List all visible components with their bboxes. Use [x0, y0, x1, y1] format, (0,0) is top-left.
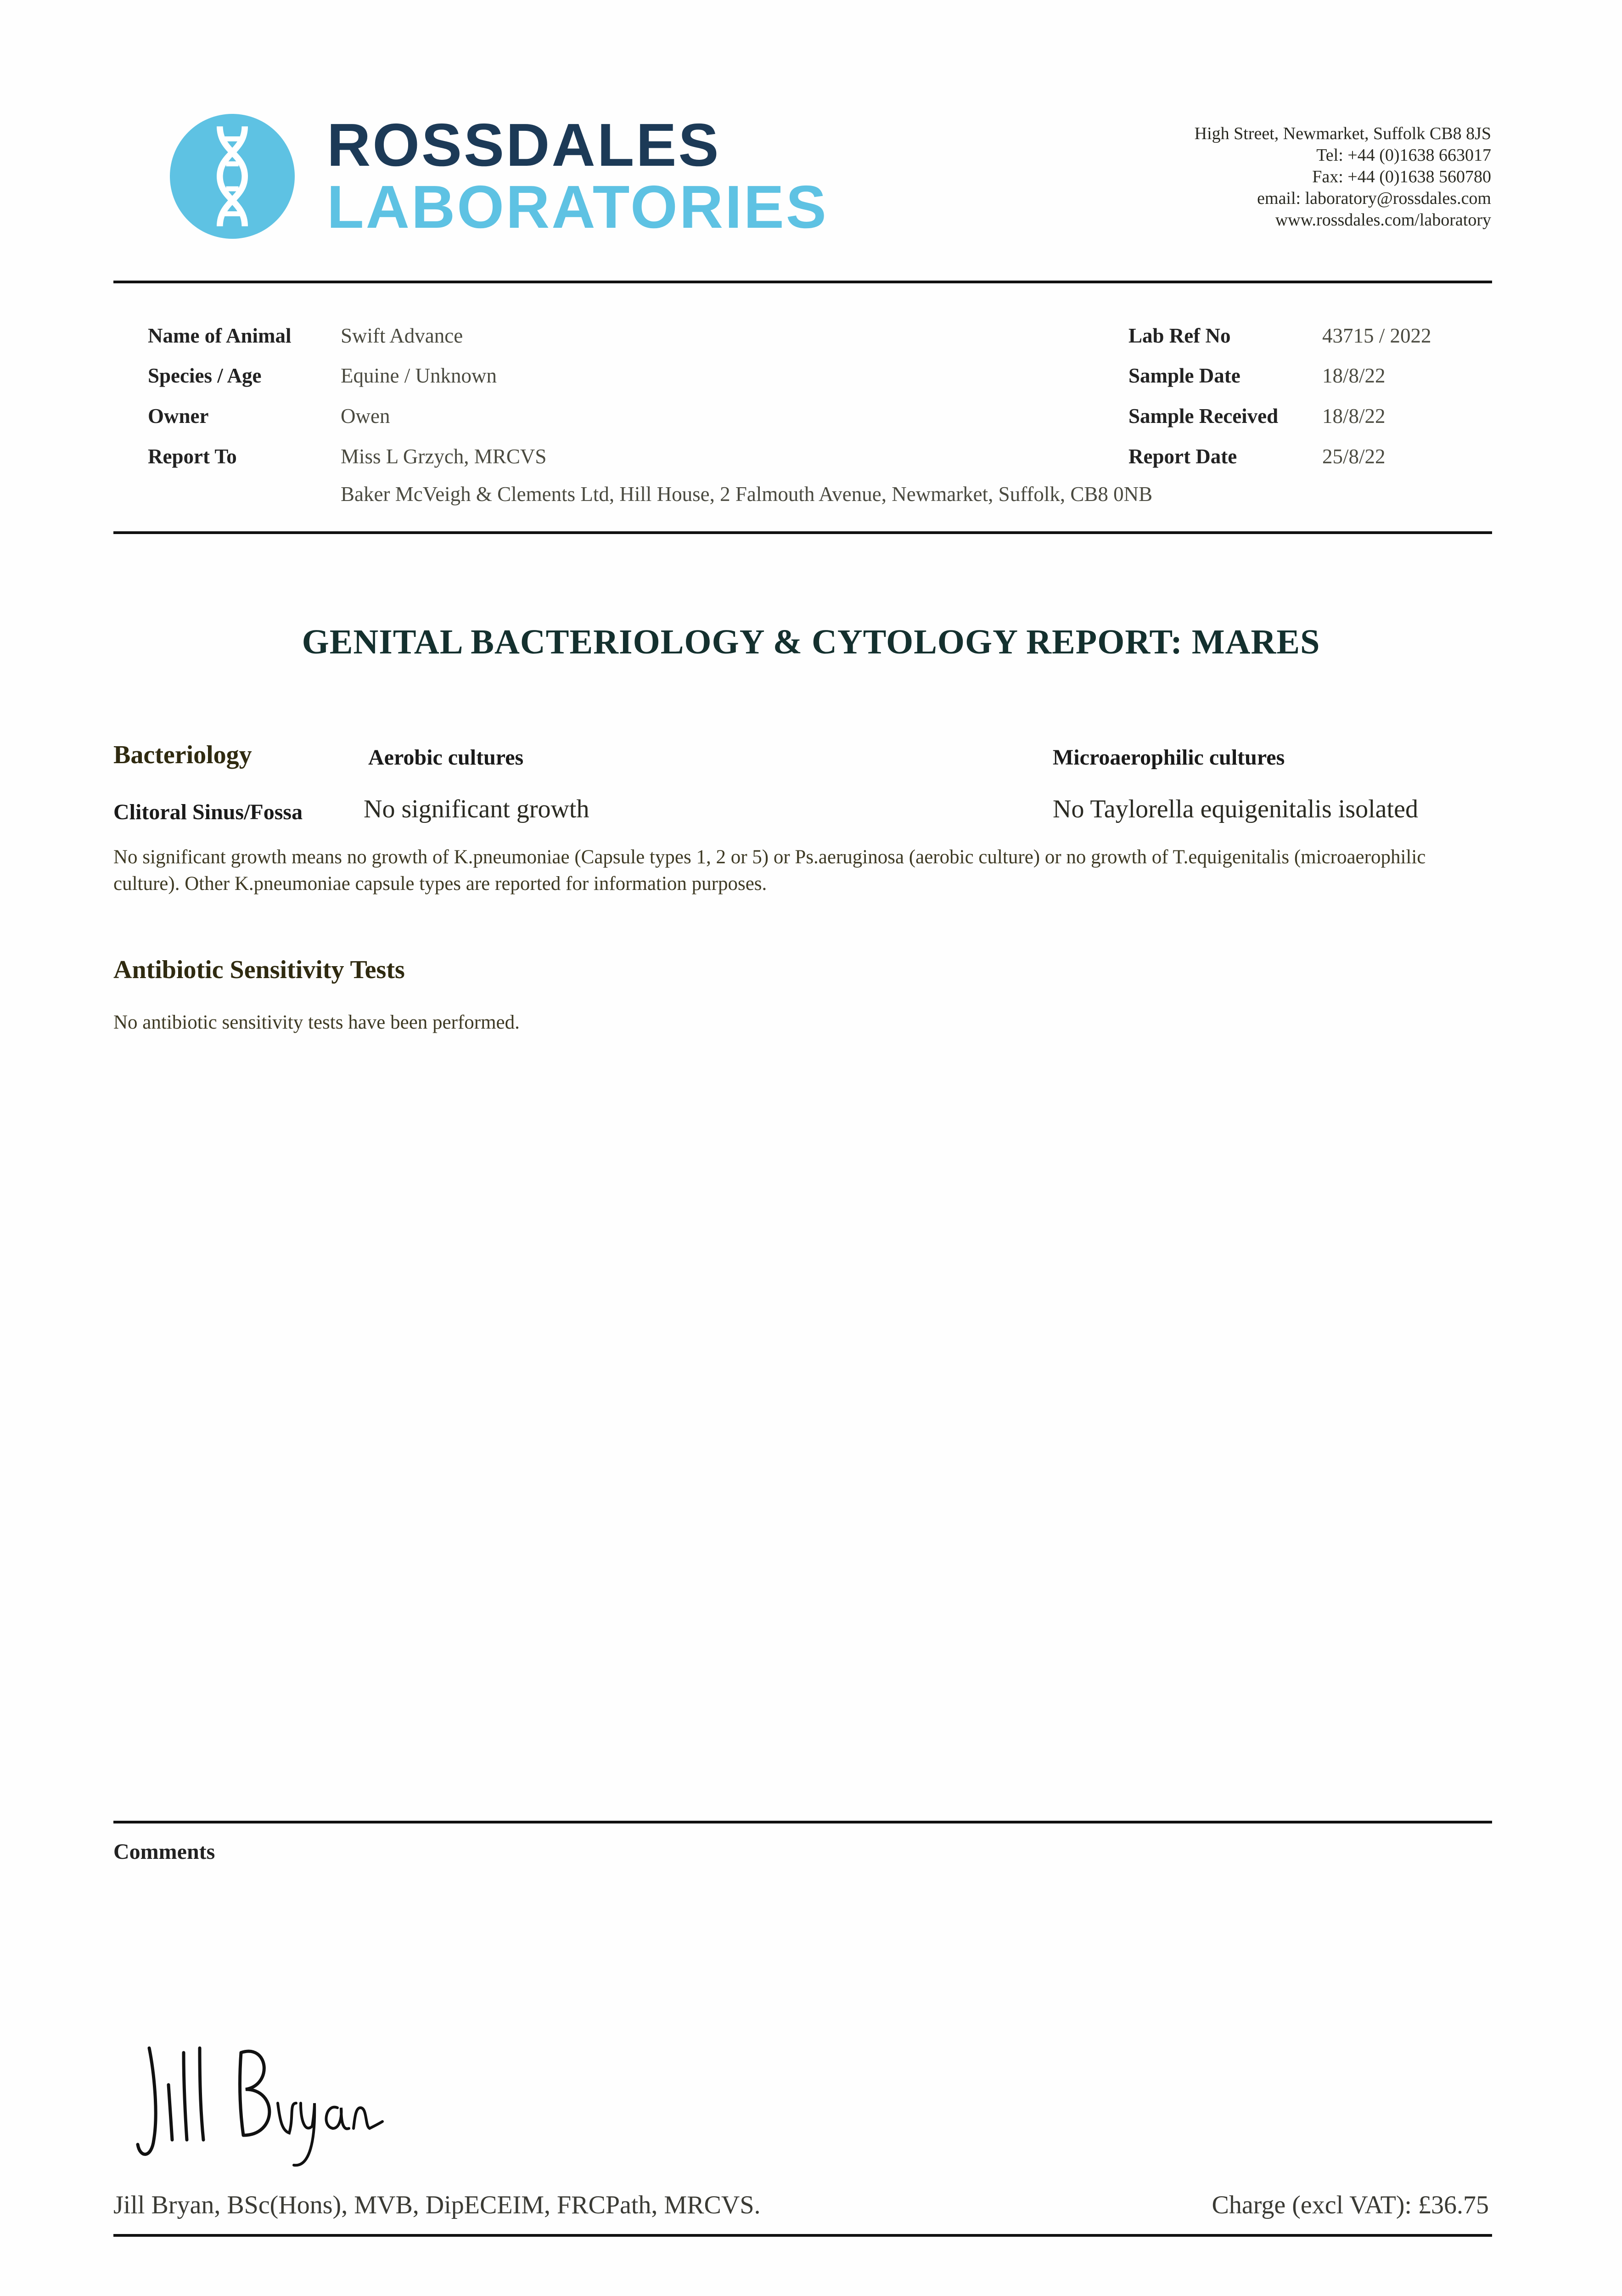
sensitivity-heading: Antibiotic Sensitivity Tests [113, 956, 405, 984]
sample-received-label: Sample Received [1128, 405, 1279, 428]
report-to-value: Miss L Grzych, MRCVS [341, 445, 547, 468]
charge-amount: Charge (excl VAT): £36.75 [1212, 2191, 1489, 2219]
aerobic-result: No significant growth [364, 795, 589, 823]
report-to-label: Report To [148, 445, 237, 468]
microaerophilic-cultures-heading: Microaerophilic cultures [1053, 745, 1285, 770]
comments-label: Comments [113, 1840, 215, 1864]
species-age-label: Species / Age [148, 364, 262, 387]
sample-date-value: 18/8/22 [1322, 364, 1386, 387]
species-age-value: Equine / Unknown [341, 364, 497, 387]
report-title: GENITAL BACTERIOLOGY & CYTOLOGY REPORT: MARES [302, 623, 1320, 661]
bacteriology-heading: Bacteriology [113, 741, 252, 769]
animal-name-value: Swift Advance [341, 324, 463, 347]
lab-ref-label: Lab Ref No [1128, 324, 1231, 347]
header-divider [113, 281, 1492, 283]
sample-date-label: Sample Date [1128, 364, 1240, 387]
aerobic-cultures-heading: Aerobic cultures [368, 745, 524, 770]
site-label: Clitoral Sinus/Fossa [113, 800, 303, 824]
report-to-address: Baker McVeigh & Clements Ltd, Hill House, 2 Falmouth Avenue, Newmarket, Suffolk, CB8 0NB [341, 483, 1153, 506]
owner-label: Owner [148, 405, 209, 428]
contact-block [1195, 123, 1491, 231]
contact-email: email: laboratory@rossdales.com [1257, 189, 1491, 208]
contact-address: High Street, Newmarket, Suffolk CB8 8JS [1194, 124, 1491, 143]
owner-value: Owen [341, 405, 390, 428]
info-divider [113, 531, 1492, 534]
lab-ref-value: 43715 / 2022 [1322, 324, 1431, 347]
signature-image [131, 2034, 388, 2172]
report-date-label: Report Date [1128, 445, 1237, 468]
brand-name-line1: ROSSDALES [327, 111, 721, 179]
animal-name-label: Name of Animal [148, 324, 292, 347]
contact-tel: Tel: +44 (0)1638 663017 [1316, 146, 1491, 165]
footer-divider [113, 2234, 1492, 2237]
sample-received-value: 18/8/22 [1322, 405, 1386, 428]
growth-note: No significant growth means no growth of K.pneumoniae (Capsule types 1, 2 or 5) or Ps.aeruginosa (aerobic culture) or no growth of T.equigenitalis (microaerophilic culture). Other K.pneumoniae capsule types are reported for information purposes. [113, 846, 1426, 895]
signatory-name: Jill Bryan, BSc(Hons), MVB, DipECEIM, FRCPath, MRCVS. [113, 2191, 761, 2219]
microaerophilic-result: No Taylorella equigenitalis isolated [1053, 795, 1418, 823]
sensitivity-text: No antibiotic sensitivity tests have been performed. [113, 1012, 520, 1033]
logo-dna-icon [170, 114, 295, 239]
report-date-value: 25/8/22 [1322, 445, 1386, 468]
comments-divider [113, 1821, 1492, 1823]
brand-name-line2: LABORATORIES [327, 173, 828, 241]
contact-fax: Fax: +44 (0)1638 560780 [1312, 167, 1491, 186]
contact-web: www.rossdales.com/laboratory [1275, 210, 1491, 230]
